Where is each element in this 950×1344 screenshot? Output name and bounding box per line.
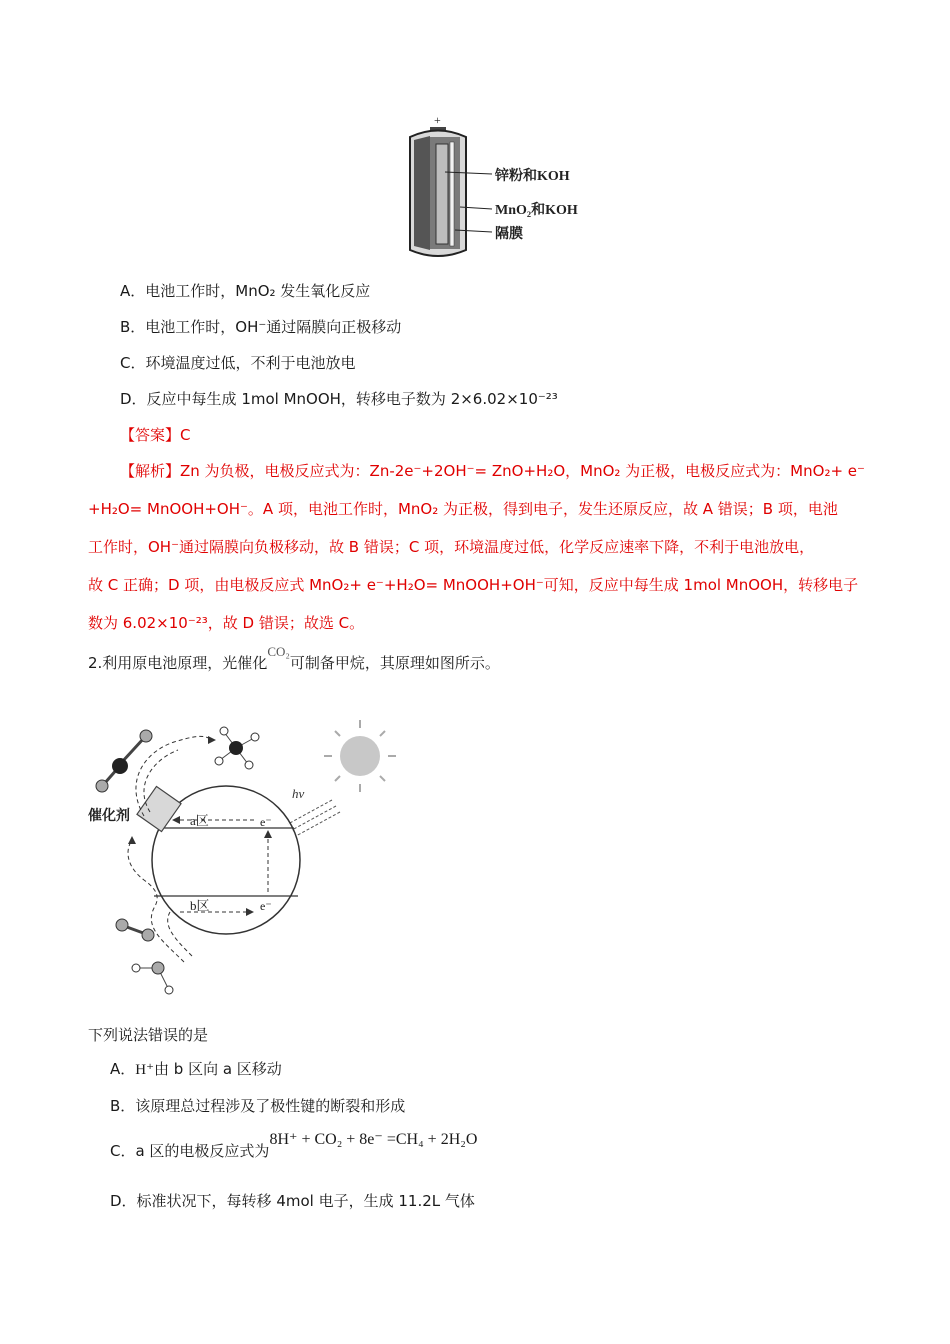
label-separator: 隔膜 — [495, 227, 523, 242]
q1-analysis-line-4: 故 C 正确；D 项，由电极反应式 MnO₂+ e⁻+H₂O= MnOOH+OH⁻可知，反应中每生成 1mol MnOOH，转移电子 — [88, 576, 859, 594]
label-mno2: MnO₂和KOH — [495, 203, 578, 218]
q2-stem-suffix: 可制备甲烷，其原理如图所示。 — [289, 654, 500, 672]
battery-plus-sign: + — [434, 113, 441, 127]
battery-separator — [450, 142, 454, 246]
q2-stem-formula: CO₂ — [267, 644, 290, 659]
q2-option-b[interactable]: B．该原理总过程涉及了极性键的断裂和形成 — [110, 1097, 406, 1115]
electron-b-label: e⁻ — [260, 899, 272, 913]
photocatalysis-diagram — [84, 712, 414, 1002]
label-zinc: 锌粉和KOH — [495, 169, 570, 184]
q1-analysis-line-2: +H₂O= MnOOH+OH⁻。A 项，电池工作时，MnO₂ 为正极，得到电子，发生还原反应，故 A 错误；B 项，电池 — [88, 500, 838, 518]
arrowhead-reactant — [128, 836, 136, 844]
reactant-path — [128, 840, 184, 962]
arrowhead-product — [208, 736, 216, 744]
h2-molecule-icon — [116, 919, 154, 941]
battery-minus-sign: − — [440, 249, 447, 262]
light-label: hν — [292, 786, 305, 801]
h2o-molecule-icon — [132, 962, 173, 994]
q1-answer: 【答案】C — [120, 426, 191, 444]
battery-zinc-core — [436, 144, 448, 244]
q2-option-d[interactable]: D．标准状况下，每转移 4mol 电子，生成 11.2L 气体 — [110, 1192, 475, 1210]
q2-stem-prefix: 2.利用原电池原理，光催化 — [88, 654, 268, 672]
q2-option-c[interactable] — [110, 1131, 478, 1161]
q1-analysis-line-3: 工作时，OH⁻通过隔膜向负极移动，故 B 错误；C 项，环境温度过低，化学反应速率下降，不利于电池放电， — [88, 538, 815, 556]
catalyst-label: 催化剂 — [88, 809, 130, 824]
battery-diagram — [400, 112, 590, 262]
battery-cut-section — [414, 136, 430, 250]
q1-option-c[interactable]: C．环境温度过低，不利于电池放电 — [120, 354, 356, 372]
q2-question: 下列说法错误的是 — [88, 1026, 209, 1044]
q1-option-b[interactable]: B．电池工作时，OH⁻通过隔膜向正极移动 — [120, 318, 402, 336]
q1-analysis-line-5: 数为 6.02×10⁻²³，故 D 错误；故选 C。 — [88, 614, 365, 632]
q2-option-c-prefix: C．a 区的电极反应式为 — [110, 1142, 270, 1160]
q1-option-d[interactable]: D．反应中每生成 1mol MnOOH，转移电子数为 2×6.02×10⁻²³ — [120, 390, 558, 408]
ch4-molecule-icon — [215, 727, 259, 769]
q2-option-a-prefix: A． — [110, 1060, 136, 1078]
zone-b-label: b区 — [190, 898, 210, 913]
light-rays — [288, 800, 340, 836]
arrowhead-up — [264, 830, 272, 838]
arrowhead-right — [246, 908, 254, 916]
arrowhead-left — [172, 816, 180, 824]
q2-option-a[interactable] — [110, 1058, 282, 1079]
q2-option-a-suffix: 由 b 区向 a 区移动 — [154, 1060, 282, 1078]
zone-a-label: a区 — [190, 813, 209, 828]
sun-icon — [324, 720, 396, 792]
q2-option-c-formula: 8H⁺ + CO₂ + 8e⁻ =CH₄ + 2H₂O — [269, 1131, 478, 1148]
q2-stem — [88, 644, 500, 673]
electron-a-label: e⁻ — [260, 815, 272, 829]
q2-option-a-formula: H⁺ — [135, 1062, 155, 1078]
catalyst-block — [137, 786, 181, 831]
co2-molecule-icon — [96, 730, 152, 792]
q1-analysis-line-1: 【解析】Zn 为负极，电极反应式为：Zn-2e⁻+2OH⁻= ZnO+H₂O，MnO₂ 为正极，电极反应式为：MnO₂+ e⁻ — [120, 462, 865, 480]
q1-option-a[interactable]: A．电池工作时，MnO₂ 发生氧化反应 — [120, 282, 371, 300]
